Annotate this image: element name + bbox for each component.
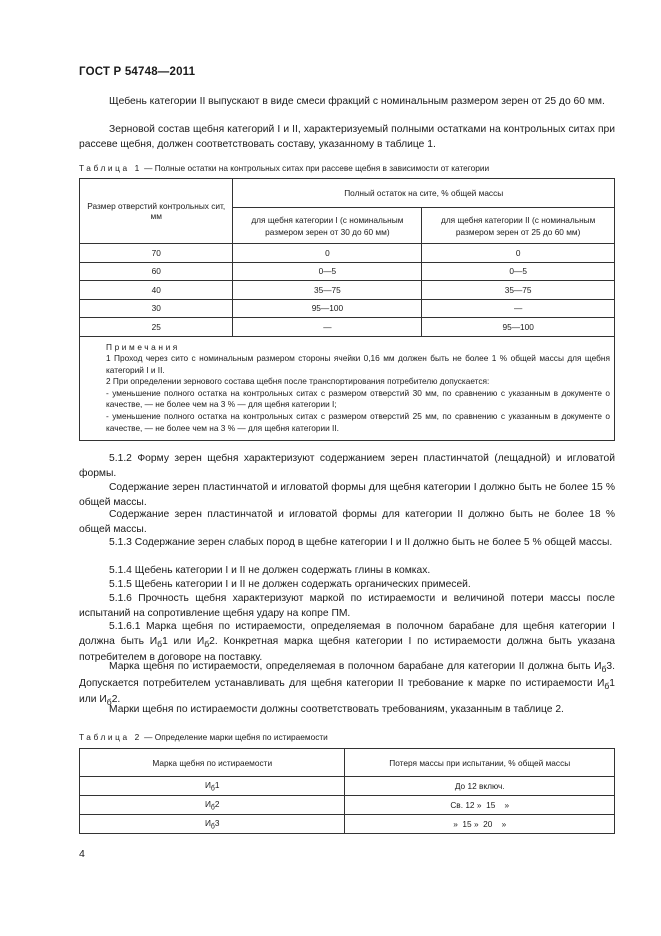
note-item: - уменьшение полного остатка на контрольных ситах с размером отверстий 30 мм, по сравнению с указанным в документе о качестве, — не более чем на 3 % — для щебня категории I; [106,387,610,410]
table2-caption-prefix: Таблица 2 [79,732,142,742]
subscript: б [601,664,607,675]
table2-caption [79,732,328,743]
table-cell [80,777,345,796]
subscript: б [204,638,210,649]
table1-col3-header: для щебня категории II (с номинальным размером зерен от 25 до 60 мм) [422,208,615,244]
table-cell: 0 [422,244,615,263]
text-run: 5.1.6.1 Марка щебня по истираемости, определяемая в полочном барабане для щебня категории I должна быть И [79,621,615,647]
table-cell: До 12 включ. [345,777,615,796]
paragraph: 5.1.6 Прочность щебня характеризуют маркой по истираемости и величиной потери массы после испытаний на сопротивление щебня удару на копре ПМ. [79,593,615,619]
table-cell: 0—5 [422,262,615,281]
mark-letter: И [204,817,211,828]
table1-col2-header: для щебня категории I (с номинальным размером зерен от 30 до 60 мм) [233,208,422,244]
table2-col2-header: Потеря массы при испытании, % общей массы [345,749,615,777]
table-cell: 95—100 [233,299,422,318]
table-cell: 30 [80,299,233,318]
document-header: ГОСТ Р 54748—2011 [79,66,196,78]
notes-title: Примечания [106,341,180,352]
table-row [80,777,615,796]
table-cell: 0 [233,244,422,263]
table-row [80,815,615,834]
table1-col1-header: Размер отверстий контрольных сит, мм [80,179,233,244]
subscript: б [210,823,215,831]
table-cell: Св. 12 » 15 » [345,796,615,815]
paragraph: Марки щебня по истираемости должны соответствовать требованиям, указанным в таблице 2. [109,704,564,715]
note-item: 1 Проход через сито с номинальным размером стороны ячейки 0,16 мм должен быть не более 1 % общей массы для щебня категорий I и II. [106,353,610,375]
paragraph: 5.1.2 Форму зерен щебня характеризуют содержанием зерен пластинчатой (лещадной) и игловатой формы. [79,453,615,479]
text-run: Марка щебня по истираемости, определяемая в полочном барабане для категории II должна быть И [109,661,602,672]
table-cell: 0—5 [233,262,422,281]
paragraph: 5.1.4 Щебень категории I и II не должен содержать глины в комках. [109,565,431,576]
subscript: б [210,785,215,793]
paragraph: Зерновой состав щебня категорий I и II, характеризуемый полными остатками на контрольных ситах при рассеве щебня, должен соответствовать составу, указанному в таблице 1. [79,124,615,150]
paragraph: Содержание зерен пластинчатой и игловатой формы для щебня категории I должно быть не более 15 % общей массы. [79,482,615,508]
table-cell: 35—75 [233,281,422,300]
table-cell [80,796,345,815]
subscript: б [157,638,163,649]
table-cell: 25 [80,318,233,337]
table2-col1-header: Марка щебня по истираемости [80,749,345,777]
text-run: 3. Допускается потребителем устанавливать для щебня категории II требование к марке по истираемости И [79,661,615,689]
mark-letter: И [204,779,211,790]
table-cell: » 15 » 20 » [345,815,615,834]
table-cell: — [422,299,615,318]
table-cell [80,815,345,834]
subscript: б [106,697,112,708]
table2 [79,748,615,834]
table-row [80,262,615,281]
mark-number: 2 [214,798,220,809]
table-row [80,796,615,815]
note-item: 2 При определении зернового состава щебня после транспортирования потребителю допускается: [106,376,490,387]
text-run: 1 или И [162,635,205,647]
text-run: 2. Конкретная марка щебня категории I по истираемости должна быть указана потребителем в договоре на поставку. [79,635,615,664]
text-run: 2. [111,694,121,706]
table-row [80,281,615,300]
subscript: б [604,680,610,691]
mark-number: 3 [214,817,220,828]
table-cell: — [233,318,422,337]
table-row [80,318,615,337]
table-row [80,299,615,318]
paragraph: Щебень категории II выпускают в виде смеси фракций с номинальным размером зерен от 25 до 60 мм. [109,96,605,107]
table1-caption-text: — Полные остатки на контрольных ситах при рассеве щебня в зависимости от категории [141,163,490,173]
paragraph: 5.1.3 Содержание зерен слабых пород в щебне категории I и II должно быть не более 5 % общей массы. [109,537,613,548]
mark-letter: И [204,798,211,809]
table1-caption [79,163,489,174]
table-cell: 40 [80,281,233,300]
table-row [80,244,615,263]
text-run: 1 или И [79,677,615,706]
table1-caption-prefix: Таблица 1 [79,163,142,173]
paragraph-5-1-6-1 [79,620,615,666]
note-item: - уменьшение полного остатка на контрольных ситах с размером отверстий 25 мм, по сравнению с указанным в документе о качестве, — не более чем на 3 % — для щебня категории II. [106,411,610,433]
table-cell: 60 [80,262,233,281]
page-number: 4 [79,848,85,860]
table1 [79,178,615,441]
mark-number: 1 [214,779,220,790]
table1-notes [80,336,615,441]
table-cell: 70 [80,244,233,263]
paragraph: Содержание зерен пластинчатой и игловатой формы для категории II должно быть не более 18 % общей массы. [79,509,615,535]
table1-group-header: Полный остаток на сите, % общей массы [233,179,615,208]
paragraph: 5.1.5 Щебень категории I и II не должен содержать органических примесей. [109,579,471,590]
table-cell: 35—75 [422,281,615,300]
table2-caption-text: — Определение марки щебня по истираемости [141,732,328,742]
subscript: б [210,804,215,812]
table-cell: 95—100 [422,318,615,337]
